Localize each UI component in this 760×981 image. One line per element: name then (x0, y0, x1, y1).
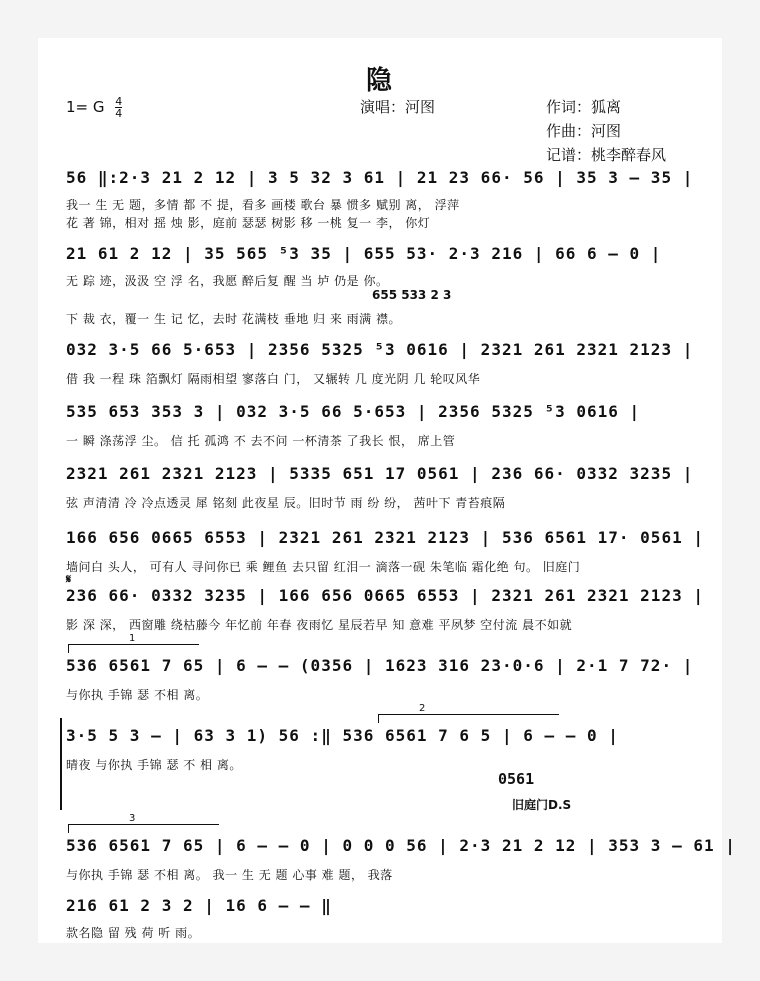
lyrics-row-3: 借 我 一程 珠 箔飘灯 隔雨相望 寥落白 门， 又辗转 几 度光阴 几 轮叹风华 (66, 372, 481, 386)
notes-row-11: 216 61 2 3 2 | 16 6 – – ‖ (66, 896, 332, 915)
volta-3 (68, 813, 219, 833)
lyrics-row-6: 墙问白 头人， 可有人 寻问你已 乘 鲤鱼 去只留 红泪一 滴落一砚 朱笔临 霜化绝 句。 旧庭门 (66, 560, 581, 574)
volta-3-label: 3 (129, 813, 136, 824)
lyrics-row-1-verse-1: 我一 生 无 题，多情 都 不 提，看多 画楼 歌台 暴 惯多 赋别 离， 浮萍 (66, 198, 460, 212)
lyrics-row-1-verse-2: 花 著 锦，相对 摇 烛 影，庭前 瑟瑟 树影 移 一桃 复一 李， 你灯 (66, 216, 431, 230)
lyrics-row-9: 晴夜 与你执 手锦 瑟 不 相 离。 (66, 758, 242, 772)
key-label: 1= G (66, 98, 105, 116)
ds-marking: 旧庭门D.S (512, 798, 572, 812)
score-sheet (38, 38, 736, 943)
transcriber-credit: 记谱：桃李醉春风 (546, 146, 667, 164)
notes-row-2: 21 61 2 12 | 35 565 ⁵3 35 | 655 53· 2·3 216 | 66 6 – 0 | (66, 244, 662, 263)
lyrics-row-2-verse-1: 无 踪 迹，汲汲 空 浮 名，我愿 醉后复 醒 当 垆 仍是 你。 (66, 274, 389, 288)
lyrics-row-8: 与你执 手锦 瑟 不相 离。 (66, 688, 209, 702)
key-signature (66, 96, 122, 119)
lyrics-row-10: 与你执 手锦 瑟 不相 离。 我一 生 无 题 心事 难 题， 我落 (66, 868, 393, 882)
lyrics-row-5: 弦 声清清 冷 冷点透灵 犀 铭刻 此夜星 辰。旧时节 雨 纷 纷， 茜叶下 青苔痕隔 (66, 496, 506, 510)
lyrics-row-7: 影 深 深， 西窗雕 绕枯藤今 年忆前 年春 夜雨忆 星辰若早 知 意难 平夙梦 空付流 晨不如就 (66, 618, 573, 632)
notes-row-6: 166 656 0665 6553 | 2321 261 2321 2123 | 536 6561 17· 0561 | (66, 528, 704, 547)
notes-row-5: 2321 261 2321 2123 | 5335 651 17 0561 | 236 66· 0332 3235 | (66, 464, 694, 483)
notes-row-10: 536 6561 7 65 | 6 – – 0 | 0 0 0 56 | 2·3 21 2 12 | 353 3 – 61 | (66, 836, 736, 855)
singer-credit: 演唱：河图 (360, 98, 436, 116)
lyrics-row-2-verse-2: 下 裁 衣，覆一 生 记 忆，去时 花满枝 垂地 归 来 雨满 襟。 (66, 312, 401, 326)
time-signature (115, 96, 122, 119)
alt-notes-row-2: 655 533 2 3 (372, 288, 452, 302)
volta-1-label: 1 (129, 633, 136, 644)
volta-2 (378, 703, 559, 723)
volta-1 (68, 633, 199, 653)
time-top: 4 (115, 95, 123, 108)
repeat-bracket (60, 718, 62, 810)
time-bottom: 4 (115, 107, 123, 120)
notes-row-4: 535 653 353 3 | 032 3·5 66 5·653 | 2356 5325 ⁵3 0616 | (66, 402, 641, 421)
notes-row-3: 032 3·5 66 5·653 | 2356 5325 ⁵3 0616 | 2321 261 2321 2123 | (66, 340, 694, 359)
volta-2-label: 2 (419, 703, 426, 714)
lyrics-row-11: 款名隐 留 残 荷 听 雨。 (66, 926, 201, 940)
lyricist-credit: 作词：狐离 (546, 98, 622, 116)
lyrics-row-4: 一 瞬 涤荡浮 尘。 信 托 孤鸿 不 去不问 一杯清茶 了我长 恨， 席上管 (66, 434, 456, 448)
alt-notes-row-9: 0561 (498, 770, 535, 788)
notes-row-8: 536 6561 7 65 | 6 – – (0356 | 1623 316 23·0·6 | 2·1 7 72· | (66, 656, 694, 675)
notes-row-9: 3·5 5 3 – | 63 3 1) 56 :‖ 536 6561 7 6 5 | 6 – – 0 | (66, 726, 619, 745)
notes-row-1: 56 ‖:2·3 21 2 12 | 3 5 32 3 61 | 21 23 66· 56 | 35 3 – 35 | (66, 168, 694, 187)
song-title: 隐 (365, 66, 394, 96)
notes-row-7: 236 66· 0332 3235 | 166 656 0665 6553 | 2321 261 2321 2123 | (66, 586, 704, 605)
composer-credit: 作曲：河图 (546, 122, 622, 140)
segno-sign: 𝄋 (66, 572, 72, 586)
